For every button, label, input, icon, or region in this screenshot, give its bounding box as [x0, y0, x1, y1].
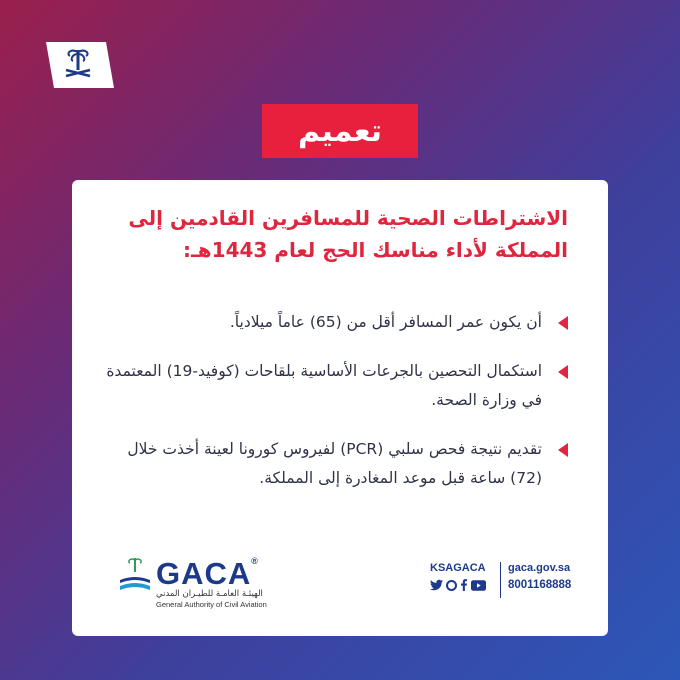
phone-number[interactable]: 8001168888 — [508, 579, 572, 591]
website-link[interactable]: gaca.gov.sa — [508, 562, 571, 574]
divider — [500, 562, 501, 598]
page-title: تعميم — [262, 104, 418, 158]
bullet-triangle-icon — [558, 365, 568, 379]
gaca-name-arabic: الهيئـة العامـة للطيـران المدني — [156, 589, 263, 599]
facebook-icon[interactable] — [460, 579, 468, 591]
twitter-icon[interactable] — [430, 579, 443, 591]
bullet-triangle-icon — [558, 443, 568, 457]
announcement-card — [72, 180, 608, 636]
gaca-logo — [118, 556, 288, 608]
gaca-wordmark — [156, 556, 259, 592]
social-handle[interactable]: KSAGACA — [430, 562, 486, 574]
list-item — [98, 435, 568, 493]
gaca-text: GACA — [156, 556, 252, 591]
registered-mark: ® — [251, 556, 259, 566]
requirements-list — [98, 308, 568, 513]
list-item — [98, 308, 568, 337]
saudi-flag-logo — [44, 40, 116, 92]
gaca-emblem-icon — [118, 556, 152, 592]
contact-block — [430, 562, 580, 602]
list-item-text: استكمال التحصين بالجرعات الأساسية بلقاحات (كوفيد-19) المعتمدة في وزارة الصحة. — [106, 362, 542, 409]
card-heading: الاشتراطات الصحية للمسافرين القادمين إلى المملكة لأداء مناسك الحج لعام 1443هـ: — [128, 206, 568, 262]
contact-column — [508, 562, 571, 591]
list-item-text: أن يكون عمر المسافر أقل من (65) عاماً ميلادياً. — [229, 313, 542, 331]
social-icons — [430, 579, 496, 591]
instagram-icon[interactable] — [446, 580, 457, 591]
social-column — [430, 562, 496, 591]
list-item — [98, 357, 568, 415]
gaca-name-english: General Authority of Civil Aviation — [156, 600, 267, 609]
list-item-text: تقديم نتيجة فحص سلبي (PCR) لفيروس كورونا لعينة أخذت خلال (72) ساعة قبل موعد المغادرة إلى المملكة. — [127, 440, 542, 487]
youtube-icon[interactable] — [471, 580, 486, 591]
bullet-triangle-icon — [558, 316, 568, 330]
